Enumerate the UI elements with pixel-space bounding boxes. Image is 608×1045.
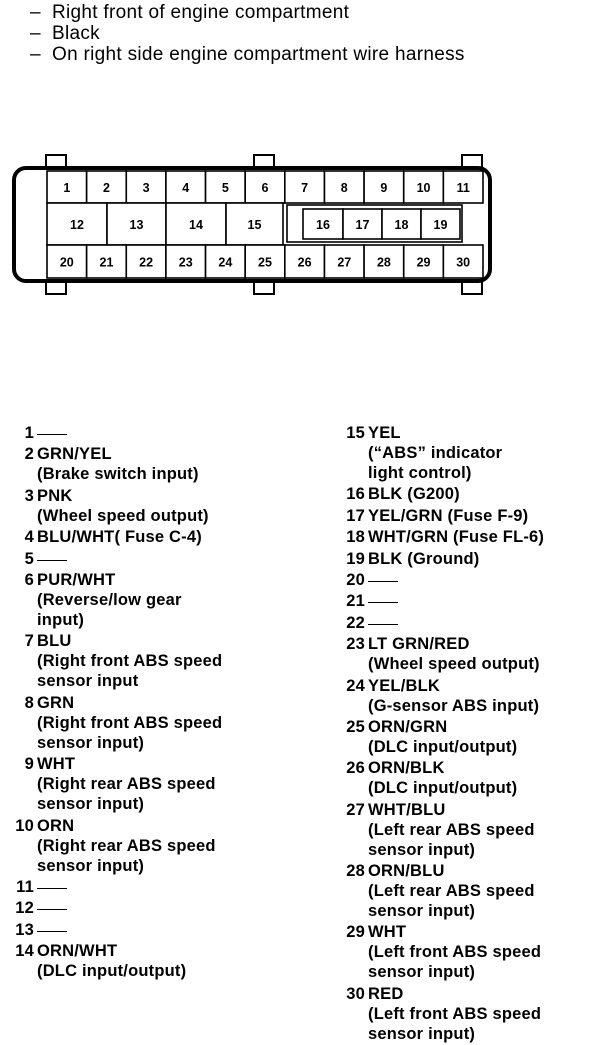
pin-wire-color: BLU/WHT( Fuse C-4) [37,528,202,547]
pin-entry-19 [343,549,608,569]
pin-number: 13 [15,920,34,939]
pin-description: sensor input) [37,856,145,875]
pin-number: 17 [346,506,365,525]
unused-pin-dash [37,560,67,561]
pin-entry-9 [12,754,312,814]
pin-number: 25 [346,717,365,736]
pin-number: 15 [346,424,365,442]
unused-pin-dash [368,624,398,625]
pin-number: 24 [346,676,365,695]
pin-entry-14 [12,941,312,981]
pin-entry-3 [12,486,312,526]
pin-entry-29 [343,922,608,982]
pin-wire-color: RED [368,984,404,1003]
pin-description: input) [37,610,85,629]
pin-cavity-label: 4 [182,181,190,195]
pin-entry-12 [12,898,312,918]
pin-cavity-label: 14 [189,218,203,232]
pin-number: 2 [24,445,34,464]
pin-description: (DLC input/output) [368,779,518,798]
pin-description: (DLC input/output) [368,737,518,756]
pin-wire-color: ORN/BLU [368,862,445,881]
pin-number: 26 [346,759,365,778]
pin-wire-color: YEL/BLK [368,676,440,695]
pin-cavity-label: 19 [433,218,448,232]
location-line: – Right front of engine compartment [30,2,350,23]
pin-number: 5 [24,549,34,568]
pin-wire-color: GRN/YEL [37,445,112,464]
pin-cavity-label: 28 [376,255,391,270]
pin-number: 14 [15,942,34,961]
pin-entry-15 [343,423,608,483]
unused-pin-dash [37,909,67,910]
pin-description: (Right front ABS speed [37,713,223,732]
pin-entry-11 [12,877,312,897]
pin-cavity-label: 11 [456,181,470,195]
pin-cavity-label: 23 [178,255,193,270]
pin-number: 11 [16,877,34,896]
pin-entry-2 [12,444,312,484]
pin-entry-24 [343,676,608,716]
pin-entry-5 [12,549,312,569]
pin-entry-13 [12,920,312,940]
pin-number: 4 [24,528,34,547]
pin-number: 1 [24,424,34,442]
pin-cavity-label: 3 [142,181,150,195]
pin-description: (Wheel speed output) [37,506,209,525]
pin-cavity-label: 6 [261,181,269,195]
pin-number: 10 [15,816,34,835]
pin-entry-17 [343,506,608,526]
pin-unused [37,898,312,918]
pin-description: sensor input [37,672,139,691]
pin-number: 8 [24,693,34,712]
pin-description: sensor input) [368,840,476,859]
pin-number: 23 [346,635,365,654]
pin-number: 28 [346,862,365,881]
pin-cavity-label: 12 [70,218,84,232]
pin-number: 6 [24,570,34,589]
pin-cavity-label: 27 [337,255,352,270]
pin-entry-21 [343,591,608,611]
pin-number: 12 [15,899,34,918]
pin-entry-4 [12,527,312,547]
pin-wire-color: ORN/GRN [368,717,448,736]
pin-entry-10 [12,816,312,876]
pin-wire-color: YEL/GRN (Fuse F-9) [368,506,529,525]
pin-unused [368,591,608,611]
unused-pin-dash [368,581,398,582]
pin-cavity-label: 25 [258,255,272,270]
pin-wire-color: WHT [368,923,407,942]
pin-unused [368,613,608,633]
pin-description: (Right front ABS speed [37,652,223,671]
unused-pin-dash [37,931,67,932]
pin-entry-20 [343,570,608,590]
pin-entry-28 [343,861,608,921]
pin-cavity-label: 10 [416,181,431,195]
pin-wire-color: PUR/WHT [37,570,116,589]
pin-entry-27 [343,800,608,860]
pin-description: (Left rear ABS speed [368,820,535,839]
pin-cavity-label: 18 [394,218,409,232]
pin-wire-color: YEL [368,424,401,442]
pin-cavity-label: 30 [456,255,471,270]
pin-number: 18 [346,528,365,547]
pin-number: 16 [346,485,365,504]
pin-cavity-label: 9 [380,181,388,195]
pin-description: sensor input) [368,963,476,982]
pin-unused [37,423,312,443]
pin-list-right [343,423,608,1045]
pin-number: 27 [346,800,365,819]
pin-wire-color: ORN/WHT [37,942,118,961]
pin-description: sensor input) [368,1024,476,1043]
pin-cavity-label: 13 [129,218,144,232]
pin-entry-23 [343,634,608,674]
pin-cavity-label: 15 [247,218,262,232]
pin-description: light control) [368,464,472,482]
pin-description: (Brake switch input) [37,465,199,484]
pin-cavity-label: 16 [316,218,330,232]
pin-cavity-label: 20 [59,255,74,270]
pin-cavity-label: 24 [218,255,233,270]
pin-wire-color: PNK [37,486,73,505]
pin-description: sensor input) [368,902,476,921]
pin-wire-color: ORN [37,816,75,835]
connector-diagram [0,0,608,310]
pin-number: 29 [346,923,365,942]
pin-number: 30 [346,984,365,1003]
harness-line: – On right side engine compartment wire harness [30,44,465,65]
pin-wire-color: GRN [37,693,75,712]
pin-cavity-label: 21 [99,255,114,270]
pin-entry-26 [343,758,608,798]
pin-cavity-label: 7 [301,181,309,195]
pin-number: 20 [346,570,365,589]
pin-entry-8 [12,693,312,753]
color-line: – Black [30,23,100,44]
pin-list-left [12,423,312,982]
pin-description: (“ABS” indicator [368,444,503,462]
pin-cavity-label: 22 [139,255,154,270]
pin-description: (Right rear ABS speed [37,775,216,794]
pin-entry-16 [343,484,608,504]
pin-entry-22 [343,613,608,633]
pin-description: (Reverse/low gear [37,590,182,609]
pin-description: (Left front ABS speed [368,943,542,962]
pin-description: sensor input) [37,795,145,814]
pin-wire-color: WHT/GRN (Fuse FL-6) [368,528,545,547]
pin-cells [47,171,483,278]
pin-number: 9 [24,755,34,774]
pin-cavity-label: 5 [221,181,229,195]
pin-entry-18 [343,527,608,547]
pin-entry-30 [343,984,608,1044]
pin-entry-6 [12,570,312,630]
pin-wire-color: BLU [37,632,72,651]
pin-description: sensor input) [37,733,145,752]
pin-number: 3 [24,486,34,505]
pin-unused [368,570,608,590]
pin-cavity-label: 17 [355,218,370,232]
unused-pin-dash [37,434,67,435]
pin-entry-25 [343,717,608,757]
pin-description: (Left front ABS speed [368,1004,542,1023]
pin-description: (Right rear ABS speed [37,836,216,855]
pin-wire-color: WHT/BLU [368,800,446,819]
pin-cavity-label: 2 [102,181,110,195]
pin-wire-color: BLK (G200) [368,485,460,504]
pin-unused [37,877,312,897]
pin-number: 21 [346,592,365,611]
pin-unused [37,549,312,569]
pin-number: 19 [346,549,365,568]
pin-cavity-label: 1 [63,181,71,195]
pin-cavity-label: 29 [416,255,431,270]
pin-cavity-label: 8 [340,181,348,195]
pin-description: (DLC input/output) [37,962,187,981]
pin-description: (Left rear ABS speed [368,882,535,901]
pin-number: 22 [346,613,365,632]
pin-wire-color: ORN/BLK [368,759,445,778]
pin-wire-color: LT GRN/RED [368,635,470,654]
unused-pin-dash [368,602,398,603]
pin-wire-color: WHT [37,755,76,774]
pin-description: (G-sensor ABS input) [368,696,540,715]
unused-pin-dash [37,888,67,889]
pin-entry-1 [12,423,312,443]
pin-description: (Wheel speed output) [368,655,540,674]
pin-entry-7 [12,631,312,691]
pin-cavity-label: 26 [297,255,312,270]
pin-unused [37,920,312,940]
pin-number: 7 [24,632,34,651]
pin-wire-color: BLK (Ground) [368,549,480,568]
